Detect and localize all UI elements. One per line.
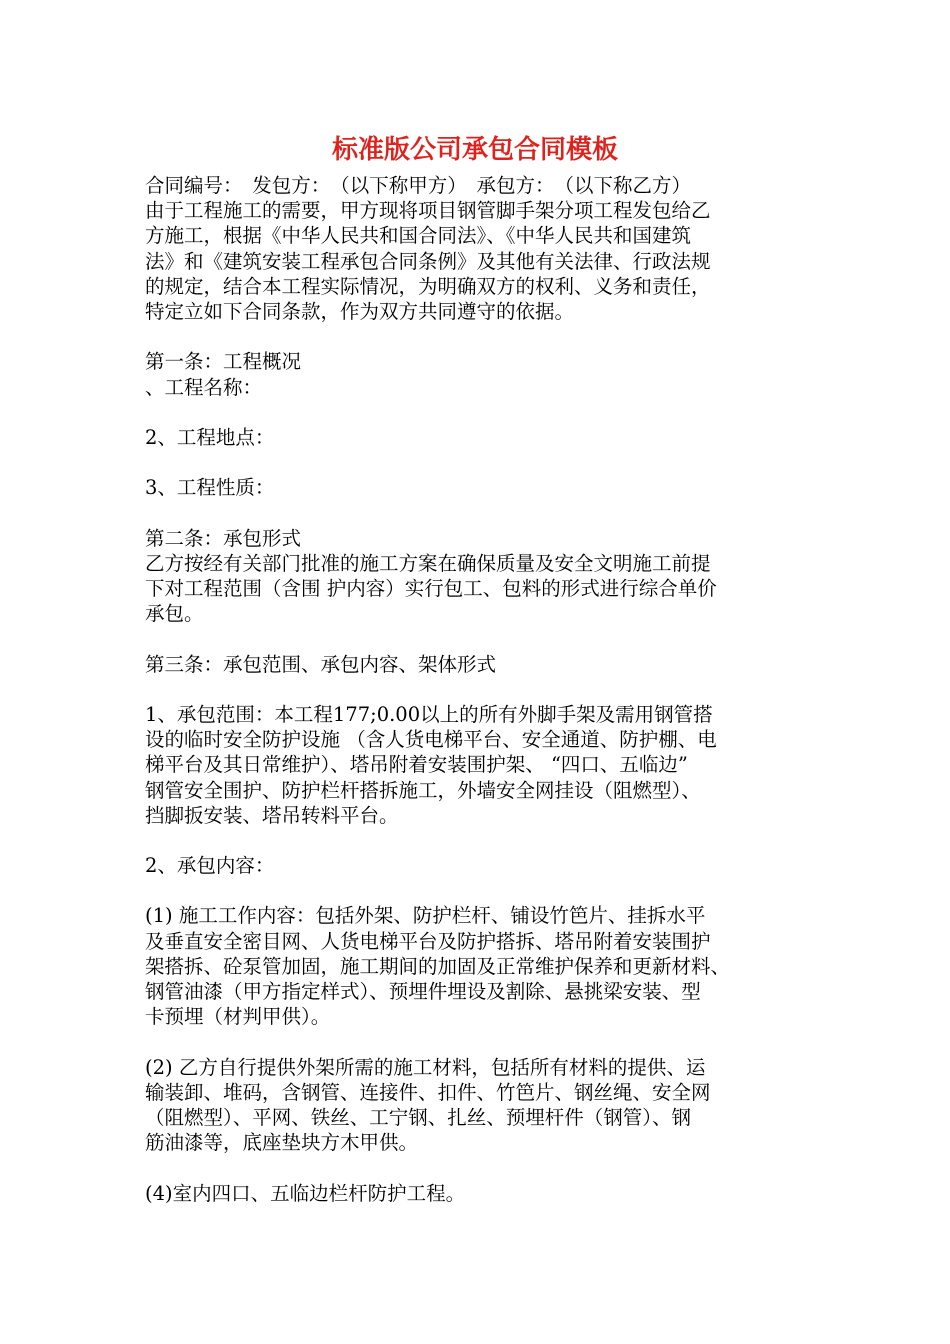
document-body — [145, 173, 825, 1206]
text-line: （阻燃型）、平网、铁丝、工宁钢、扎丝、预埋杆件（钢管）、钢 — [145, 1105, 692, 1129]
text-line: 设的临时安全防护设施 （含人货电梯平台、安全通道、防护棚、电 — [145, 728, 717, 752]
text-line: 第二条：承包形式 — [145, 526, 302, 550]
blank-line — [145, 626, 825, 651]
document-title: 标准版公司承包合同模板 — [331, 135, 618, 165]
text-line: 的规定，结合本工程实际情况，为明确双方的权利、义务和责任， — [145, 274, 711, 298]
blank-line — [145, 878, 825, 903]
text-line: 承包。 — [145, 602, 204, 626]
text-line: 第一条：工程概况 — [145, 350, 302, 374]
blank-line — [145, 324, 825, 349]
text-line: 、工程名称： — [145, 375, 263, 399]
text-line: 乙方按经有关部门批准的施工方案在确保质量及安全文明施工前提 — [145, 551, 711, 575]
blank-line — [145, 500, 825, 525]
text-line: 2、承包内容： — [145, 854, 275, 878]
text-line: 架搭拆、砼泵管加固，施工期间的加固及正常维护保养和更新材料、 — [145, 954, 731, 978]
text-line: 第三条：承包范围、承包内容、架体形式 — [145, 652, 497, 676]
text-line: 由于工程施工的需要，甲方现将项目钢管脚手架分项工程发包给乙 — [145, 199, 711, 223]
text-line: 输装卸、堆码，含钢管、连接件、扣件、竹笆片、钢丝绳、安全网 — [145, 1080, 711, 1104]
text-line: 法》和《建筑安装工程承包合同条例》及其他有关法律、行政法规 — [145, 249, 711, 273]
text-line: 卡预埋（材判甲供）。 — [145, 1005, 331, 1029]
text-line: 及垂直安全密目网、人货电梯平台及防护搭拆、塔吊附着安装围护 — [145, 929, 711, 953]
blank-line — [145, 828, 825, 853]
text-line: 钢管油漆（甲方指定样式）、预埋件埋设及割除、悬挑梁安装、型 — [145, 980, 701, 1003]
blank-line — [145, 400, 825, 425]
text-line: 2、工程地点： — [145, 425, 275, 449]
text-line: (1) 施工工作内容：包括外架、防护栏杆、铺设竹笆片、挂拆水平 — [145, 904, 706, 928]
text-line: 3、工程性质： — [145, 476, 275, 500]
blank-line — [145, 1155, 825, 1180]
text-line: 方施工，根据《中华人民共和国合同法》、《中华人民共和国建筑 — [145, 224, 692, 248]
text-line: 筋油漆等，底座垫块方木甲供。 — [145, 1131, 419, 1155]
text-line: 1、承包范围：本工程177;0.00以上的所有外脚手架及需用钢管搭 — [145, 702, 713, 726]
text-line: (2) 乙方自行提供外架所需的施工材料，包括所有材料的提供、运 — [145, 1055, 706, 1079]
text-line: 特定立如下合同条款，作为双方共同遵守的依据。 — [145, 299, 575, 323]
text-line: (4)室内四口、五临边栏杆防护工程。 — [145, 1181, 466, 1205]
blank-line — [145, 677, 825, 702]
text-line: 钢管安全围护、防护栏杆搭拆施工，外墙安全网挂设（阻燃型）、 — [145, 778, 701, 802]
text-line: 挡脚扳安装、塔吊转料平台。 — [145, 803, 399, 827]
text-line: 合同编号： 发包方： （以下称甲方） 承包方： （以下称乙方） — [145, 174, 692, 197]
text-line: 下对工程范围（含围 护内容）实行包工、包料的形式进行综合单价 — [145, 577, 717, 600]
blank-line — [145, 450, 825, 475]
text-line: 梯平台及其日常维护）、塔吊附着安装围护架、 “四口、五临边” — [145, 753, 688, 777]
blank-line — [145, 1029, 825, 1054]
